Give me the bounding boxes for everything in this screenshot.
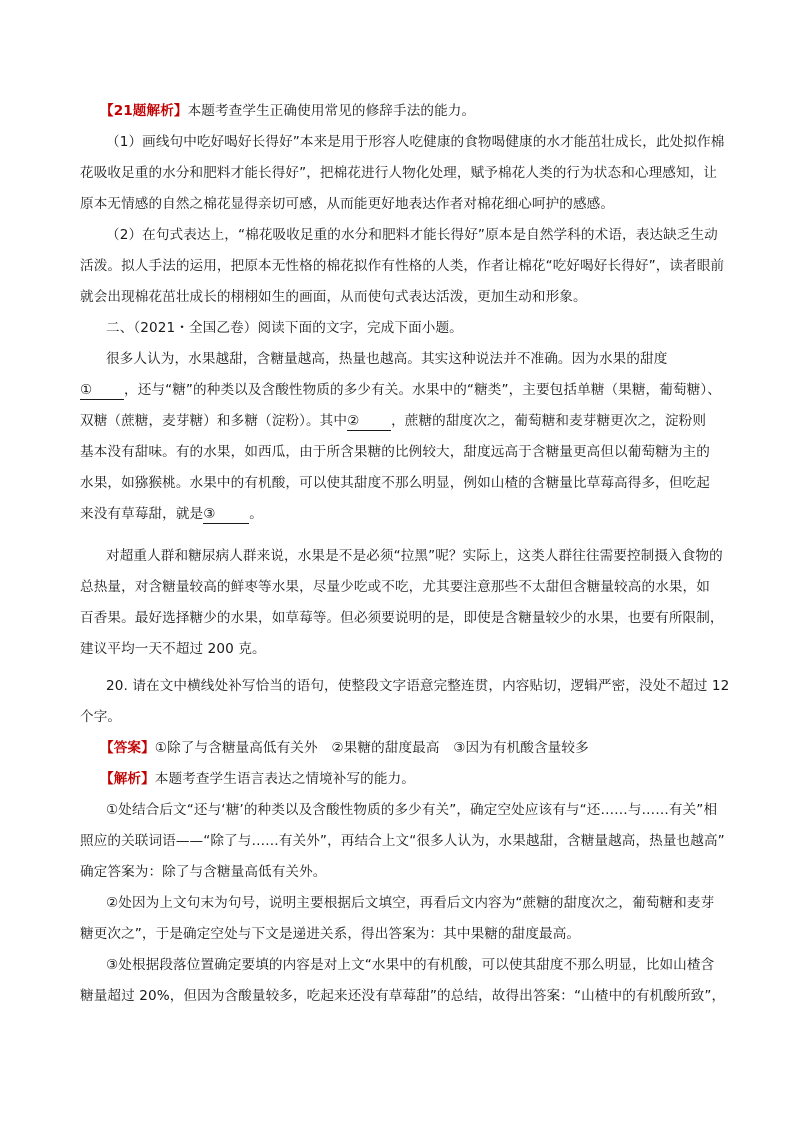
passage2-line-2: 总热量，对含糖量较高的鲜枣等水果，尽量少吃或不吃，尤其要注意那些不太甜但含糖量较高的水果，如 xyxy=(80,579,710,595)
blank-2: ② xyxy=(347,412,391,431)
analysis-2-line-1: ②处因为上文句末为句号，说明主要根据后文填空，再看后文内容为“蔗糖的甜度次之，葡萄糖和麦芽 xyxy=(106,895,715,911)
passage-line-6a: 来没有草莓甜，就是 xyxy=(80,506,204,522)
q20-line-2: 个字。 xyxy=(80,709,122,725)
blank-1: ① xyxy=(80,381,124,400)
passage2-line-3: 百香果。最好选择糖少的水果，如草莓等。但必须要说明的是，即使是含糖量较少的水果，也要有所限制， xyxy=(80,610,724,626)
q21-p2-line-2: 活泼。拟人手法的运用，把原本无性格的棉花拟作有性格的人类，作者让棉花“吃好喝好长得好”，读者眼前 xyxy=(80,258,725,274)
passage-line-6b: 。 xyxy=(249,506,263,522)
q21-p1-line-2: 花吸收足重的水分和肥料才能长得好”，把棉花进行人物化处理，赋予棉花人类的行为状态和心理感知，让 xyxy=(80,165,718,181)
q21-tag: 【21题解析】 xyxy=(100,103,188,119)
passage-line-3a: 双糖（蔗糖，麦芽糖）和多糖（淀粉）。其中 xyxy=(80,413,348,429)
analysis-3-line-1: ③处根据段落位置确定要填的内容是对上文“水果中的有机酸，可以使其甜度不那么明显，比如山楂含 xyxy=(106,957,715,973)
answer-block xyxy=(80,733,726,1012)
passage-line-5: 水果，如猕猴桃。水果中的有机酸，可以使其甜度不那么明显，例如山楂的含糖量比草莓高得多，但吃起 xyxy=(80,475,710,491)
section-two xyxy=(80,313,720,530)
passage-line-3 xyxy=(80,406,720,437)
q21-p2-line-3: 就会出现棉花茁壮成长的栩栩如生的画面，从而使句式表达活泼，更加生动和形象。 xyxy=(80,289,587,305)
q20-line-1: 20. 请在文中横线处补写恰当的语句，使整段文字语意完整连贯，内容贴切，逻辑严密，没处不超过 12 xyxy=(106,678,730,694)
answer-line xyxy=(80,733,720,764)
section-heading: 二、（2021・全国乙卷）阅读下面的文字，完成下面小题。 xyxy=(106,320,463,336)
q21-p1-line-1: （1）画线句中吃好喝好长得好”本来是用于形容人吃健康的食物喝健康的水才能茁壮成长，此处拟作棉 xyxy=(106,134,725,150)
passage-line-2-text: ，还与“糖”的种类以及含酸性物质的多少有关。水果中的“糖类”，主要包括单糖（果糖，葡萄糖）、 xyxy=(124,382,721,398)
q21-p2-line-1: （2）在句式表达上，“棉花吸收足重的水分和肥料才能长得好”原本是自然学科的术语，表达缺乏生动 xyxy=(106,227,718,243)
analysis-tag: 【解析】 xyxy=(100,771,155,787)
analysis-3-line-2: 糖量超过 20%，但因为含酸量较多，吃起来还没有草莓甜”的总结，故得出答案：“山楂中的有机酸所致”， xyxy=(80,988,726,1004)
passage2-line-4: 建议平均一天不超过 200 克。 xyxy=(80,641,266,657)
passage-line-2 xyxy=(80,375,720,406)
q21-analysis xyxy=(80,96,725,313)
answer-tag: 【答案】 xyxy=(100,740,155,756)
blank-3: ③ xyxy=(203,505,249,524)
q21-intro-line xyxy=(80,96,720,127)
analysis-1-line-3: 确定答案为：除了与含糖量高低有关外。 xyxy=(80,864,327,880)
passage-two xyxy=(80,541,724,665)
analysis-intro-line xyxy=(80,764,720,795)
passage-line-6 xyxy=(80,499,720,530)
analysis-1-line-2: 照应的关联词语——“除了与……有关外”，再结合上文“很多人认为，水果越甜，含糖量越高，热量也越高” xyxy=(80,833,725,849)
answer-text: ①除了与含糖量高低有关外 ②果糖的甜度最高 ③因为有机酸含量较多 xyxy=(154,740,589,756)
analysis-intro: 本题考查学生语言表达之情境补写的能力。 xyxy=(154,771,415,787)
passage-line-4: 基本没有甜味。有的水果，如西瓜，由于所含果糖的比例较大，甜度远高于含糖量更高但以葡萄糖为主的 xyxy=(80,444,710,460)
passage2-line-1: 对超重人群和糖尿病人群来说，水果是不是必须“拉黑”呢？实际上，这类人群往往需要控制摄入食物的 xyxy=(106,548,723,564)
analysis-1-line-1: ①处结合后文“还与‘糖’的种类以及含酸性物质的多少有关”，确定空处应该有与“还……与……有关”相 xyxy=(106,802,718,818)
q21-intro: 本题考查学生正确使用常见的修辞手法的能力。 xyxy=(187,103,476,119)
passage-line-1: 很多人认为，水果越甜，含糖量越高，热量也越高。其实这种说法并不准确。因为水果的甜度 xyxy=(106,351,668,367)
analysis-2-line-2: 糖更次之”，于是确定空处与下文是递进关系，得出答案为：其中果糖的甜度最高。 xyxy=(80,926,581,942)
question-20 xyxy=(80,671,730,733)
q21-p1-line-3: 原本无情感的自然之棉花显得亲切可感，从而能更好地表达作者对棉花细心呵护的感感。 xyxy=(80,196,615,212)
passage-line-3b: ，蔗糖的甜度次之，葡萄糖和麦芽糖更次之，淀粉则 xyxy=(391,413,707,429)
